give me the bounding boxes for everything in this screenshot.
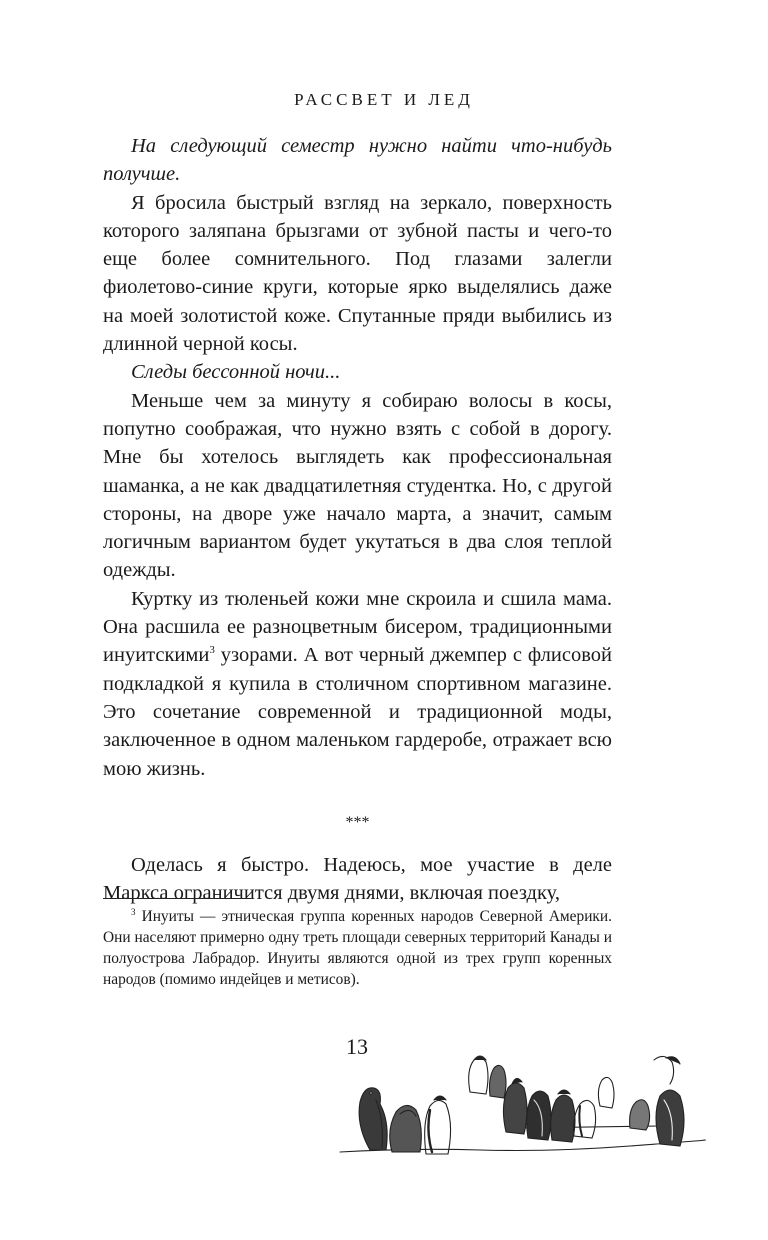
footnote-body: Инуиты — этническая группа коренных народов Северной Америки. Они населяют примерно одну треть площади северных территорий Канады и полуострова Лабрадор. Инуиты являются одной из трех групп коренных народов (помимо индейцев и метисов). [103,908,612,988]
penguin-icon [359,1088,387,1150]
penguin-icon [390,1105,422,1152]
penguin-icon [551,1090,575,1142]
section-separator: *** [345,813,370,831]
footnote-text [103,906,612,990]
paragraph [103,585,612,783]
penguin-icon [598,1077,614,1108]
footnote-mark: 3 [131,906,136,917]
penguin-icon [490,1065,507,1098]
penguin-icon [503,1078,527,1134]
paragraph: Я бросила быстрый взгляд на зеркало, поверхность которого заляпана брызгами от зубной пасты и чего-то еще более сомнительного. Под глазами залегли фиолетово-синие круги, которые ярко выделялись даже на моей золотистой коже. Спутанные пряди выбились из длинной черной косы. [103,191,612,356]
penguin-icon [425,1096,451,1154]
running-header: РАССВЕТ И ЛЕД [294,90,474,109]
text-run: Куртку из тюленьей кожи мне скроила и сшила мама. Она расшила ее разноцветным бисером, традиционными инуитскими [103,587,612,667]
penguin-icon [654,1056,684,1146]
page-number: 13 [346,1034,368,1059]
penguin-icon [527,1091,551,1140]
penguin-icon [469,1056,488,1094]
footnote-rule [103,898,251,899]
footnote [103,906,612,990]
penguin-icon [574,1100,596,1138]
main-text [103,132,612,908]
paragraph: Оделась я быстро. Надеюсь, мое участие в деле Маркса ограничится двумя днями, включая поездку, [103,854,612,905]
text-run: узорами. А вот черный джемпер с флисовой подкладкой я купила в столичном спортивном магазине. Это сочетание современной и традиционной моды, заключенное в одном маленьком гардеробе, отражает всю мою жизнь. [103,644,612,780]
paragraph: Меньше чем за минуту я собираю волосы в косы, попутно соображая, что нужно взять с собой в дорогу. Мне бы хотелось выглядеть как профессиональная шаманка, а не как двадцатилетняя студентка. Но, с другой стороны, на дворе уже начало марта, а значит, самым логичным вариантом будет укутаться в два слоя теплой одежды. [103,389,612,582]
penguin-icon [630,1100,650,1130]
paragraph: На следующий семестр нужно найти что-нибудь получше. [103,135,612,186]
footnote-ref[interactable]: 3 [209,644,215,657]
penguin-sketch-illustration [330,1040,710,1180]
paragraph: Следы бессонной ночи... [131,361,341,384]
